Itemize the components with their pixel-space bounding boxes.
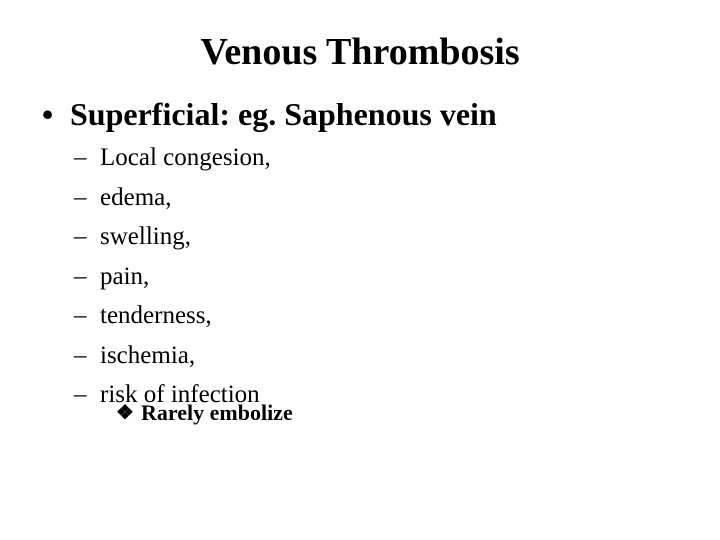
- list-item: [74, 138, 271, 178]
- sub-bullet-list: [74, 138, 271, 415]
- list-item: [74, 336, 271, 376]
- dash-marker: –: [74, 262, 87, 290]
- dash-marker: –: [74, 381, 87, 408]
- list-item-text: tenderness,: [100, 302, 212, 329]
- list-item-text: risk of infection: [100, 381, 260, 408]
- list-item: [74, 217, 271, 257]
- list-item-text: ischemia,: [100, 341, 196, 369]
- main-bullet-text: Superficial: eg. Saphenous vein: [70, 96, 497, 132]
- list-item: [74, 178, 271, 218]
- diamond-bullet-icon: ❖: [116, 402, 134, 424]
- main-bullet: [42, 92, 497, 136]
- list-item: [74, 257, 271, 297]
- list-item-text: swelling,: [100, 223, 191, 250]
- list-item-text: Local congesion,: [100, 144, 271, 171]
- note-bullet-text: Rarely embolize: [141, 400, 293, 425]
- bullet-marker: •: [42, 96, 54, 132]
- dash-marker: –: [74, 223, 87, 250]
- list-item-text: pain,: [100, 262, 150, 290]
- dash-marker: –: [74, 183, 87, 211]
- dash-marker: –: [74, 144, 87, 171]
- slide-title: Venous Thrombosis: [200, 31, 520, 73]
- list-item: [74, 296, 271, 336]
- dash-marker: –: [74, 302, 87, 329]
- note-bullet: [116, 396, 293, 430]
- dash-marker: –: [74, 341, 87, 369]
- list-item-text: edema,: [100, 183, 172, 211]
